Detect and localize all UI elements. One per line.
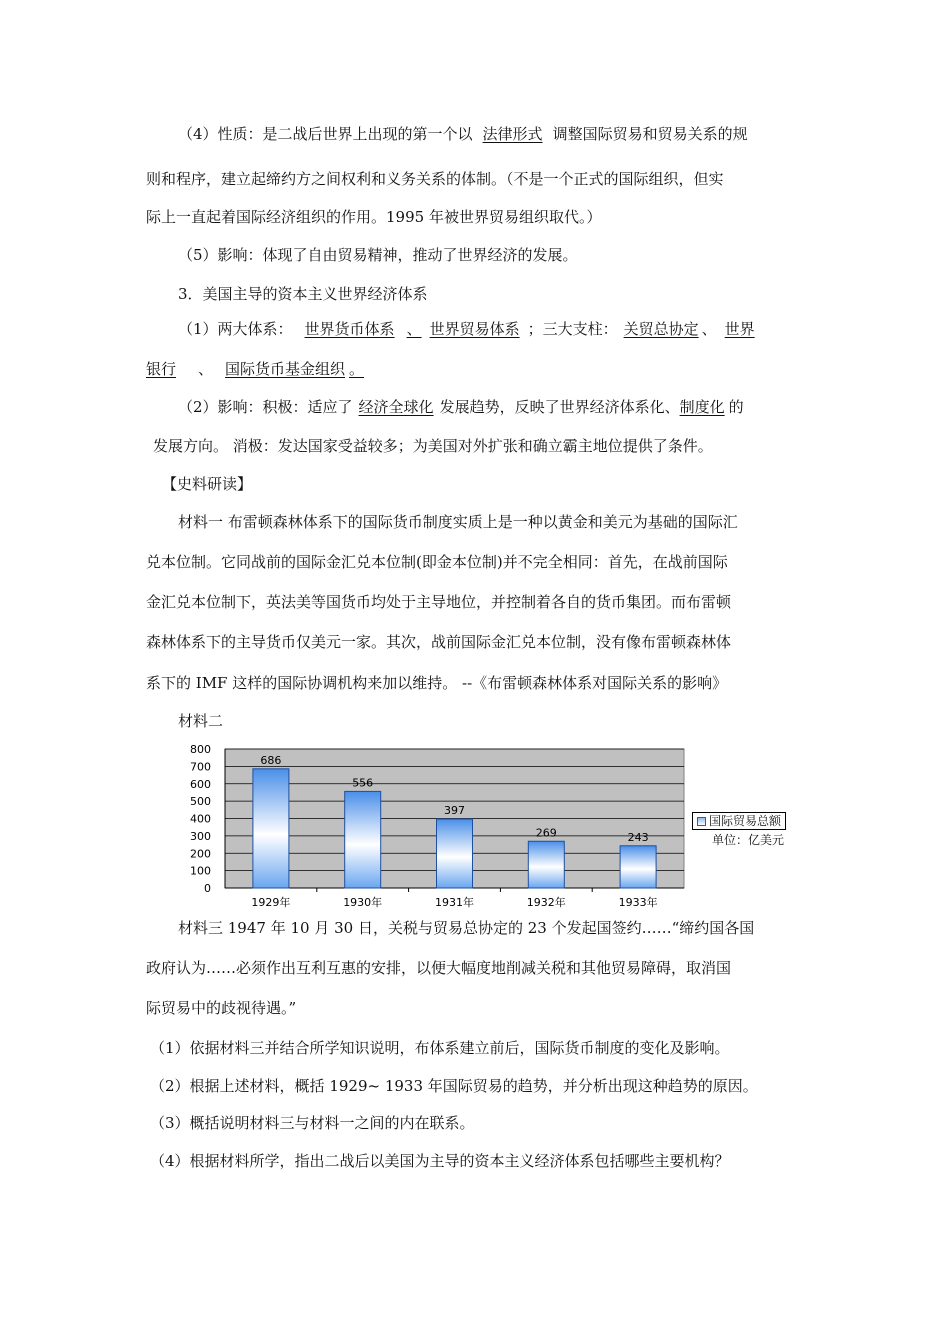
text-segment: 、 xyxy=(701,320,717,338)
question: （2）根据上述材料，概括 1929~ 1933 年国际贸易的趋势，并分析出现这种趋势的原因。 xyxy=(150,1077,758,1095)
answer-blank: 国际货币基金组织 xyxy=(225,360,346,378)
y-tick-label: 600 xyxy=(190,777,211,791)
text-line: 则和程序，建立起缔约方之间权利和义务关系的体制。（不是一个正式的国际组织，但实 xyxy=(146,170,724,188)
y-tick-label: 700 xyxy=(190,760,211,774)
text-line: 金汇兑本位制下，英法美等国货币均处于主导地位，并控制着各自的货币集团。而布雷顿 xyxy=(146,593,732,611)
legend-swatch xyxy=(697,817,706,826)
text-segment: （2）影响：积极：适应了 xyxy=(178,398,353,416)
question: （4）根据材料所学，指出二战后以美国为主导的资本主义经济体系包括哪些主要机构？ xyxy=(150,1152,730,1170)
section-heading: 3．美国主导的资本主义世界经济体系 xyxy=(178,285,428,303)
chart-unit: 单位：亿美元 xyxy=(712,833,785,847)
data-label: 556 xyxy=(352,776,374,790)
bar xyxy=(437,819,473,888)
y-tick-label: 400 xyxy=(190,812,211,826)
text-segment: 、 xyxy=(406,320,422,338)
bar-chart xyxy=(170,738,850,910)
text-line xyxy=(178,319,755,339)
y-tick-label: 200 xyxy=(190,847,211,861)
x-tick-label: 1930年 xyxy=(343,896,383,909)
text-line: 兑本位制。它同战前的国际金汇兑本位制(即金本位制)并不完全相同：首先，在战前国际 xyxy=(146,553,728,571)
answer-blank: 法律形式 xyxy=(482,125,543,143)
text-segment: （4）性质：是二战后世界上出现的第一个以 xyxy=(178,125,473,143)
bar xyxy=(253,769,289,888)
answer-blank: 世界 xyxy=(724,320,755,338)
text-line: 系下的 IMF 这样的国际协调机构来加以维持。 --《布雷顿森林体系对国际关系的影响》 xyxy=(146,674,728,692)
text-line: 际上一直起着国际经济组织的作用。1995 年被世界贸易组织取代。） xyxy=(146,208,602,226)
answer-blank: 经济全球化 xyxy=(358,398,434,416)
x-tick-label: 1932年 xyxy=(526,896,566,909)
text-line: （5）影响：体现了自由贸易精神，推动了世界经济的发展。 xyxy=(178,246,578,264)
text-line: 发展方向。 消极：发达国家受益较多；为美国对外扩张和确立霸主地位提供了条件。 xyxy=(153,437,713,455)
question: （3）概括说明材料三与材料一之间的内在联系。 xyxy=(150,1114,475,1132)
text-line xyxy=(178,124,748,144)
text-segment: （1）两大体系： xyxy=(178,320,293,338)
text-segment: 、 xyxy=(198,360,214,378)
text-line: 森林体系下的主导货币仅美元一家。其次，战前国际金汇兑本位制，没有像布雷顿森林体 xyxy=(146,633,732,651)
answer-blank: 世界贸易体系 xyxy=(429,320,520,338)
text-segment: 调整国际贸易和贸易关系的规 xyxy=(552,125,748,143)
text-line: 政府认为……必须作出互利互惠的安排，以便大幅度地削减关税和其他贸易障碍，取消国 xyxy=(146,959,732,977)
y-tick-label: 0 xyxy=(204,882,211,895)
bar xyxy=(620,846,656,888)
text-segment: 。 xyxy=(349,360,365,378)
x-tick-label: 1931年 xyxy=(435,896,474,909)
data-label: 243 xyxy=(627,830,649,844)
y-tick-label: 500 xyxy=(190,795,211,809)
bar xyxy=(345,791,381,888)
data-label: 686 xyxy=(260,753,282,767)
chart-svg xyxy=(170,738,690,910)
data-label: 269 xyxy=(535,826,557,840)
answer-blank: 世界货币体系 xyxy=(304,320,395,338)
text-line: 材料一 布雷顿森林体系下的国际货币制度实质上是一种以黄金和美元为基础的国际汇 xyxy=(178,513,738,531)
x-tick-label: 1929年 xyxy=(251,896,291,909)
question: （1）依据材料三并结合所学知识说明，布体系建立前后，国际货币制度的变化及影响。 xyxy=(150,1039,730,1057)
text-line: 际贸易中的歧视待遇。” xyxy=(146,999,297,1017)
text-segment: 发展趋势，反映了世界经济体系化、 xyxy=(439,398,680,416)
data-label: 397 xyxy=(444,804,465,818)
x-tick-label: 1933年 xyxy=(618,896,658,909)
text-line xyxy=(178,397,744,417)
legend-label: 国际贸易总额 xyxy=(709,814,782,828)
legend-entry xyxy=(692,812,786,830)
text-segment: 的 xyxy=(728,398,744,416)
answer-blank: 关贸总协定 xyxy=(623,320,699,338)
chart-legend xyxy=(692,812,786,848)
section-title: 【史料研读】 xyxy=(162,475,253,493)
y-tick-label: 300 xyxy=(190,829,211,843)
y-tick-label: 800 xyxy=(190,743,211,756)
text-line: 材料二 xyxy=(178,712,224,730)
text-line xyxy=(146,359,370,379)
text-segment: ；三大支柱： xyxy=(527,320,618,338)
y-tick-label: 100 xyxy=(190,864,211,878)
bar xyxy=(528,841,564,888)
answer-blank: 银行 xyxy=(146,360,177,378)
text-line: 材料三 1947 年 10 月 30 日，关税与贸易总协定的 23 个发起国签约……“缔约国各国 xyxy=(178,919,755,937)
answer-blank: 制度化 xyxy=(679,398,725,416)
